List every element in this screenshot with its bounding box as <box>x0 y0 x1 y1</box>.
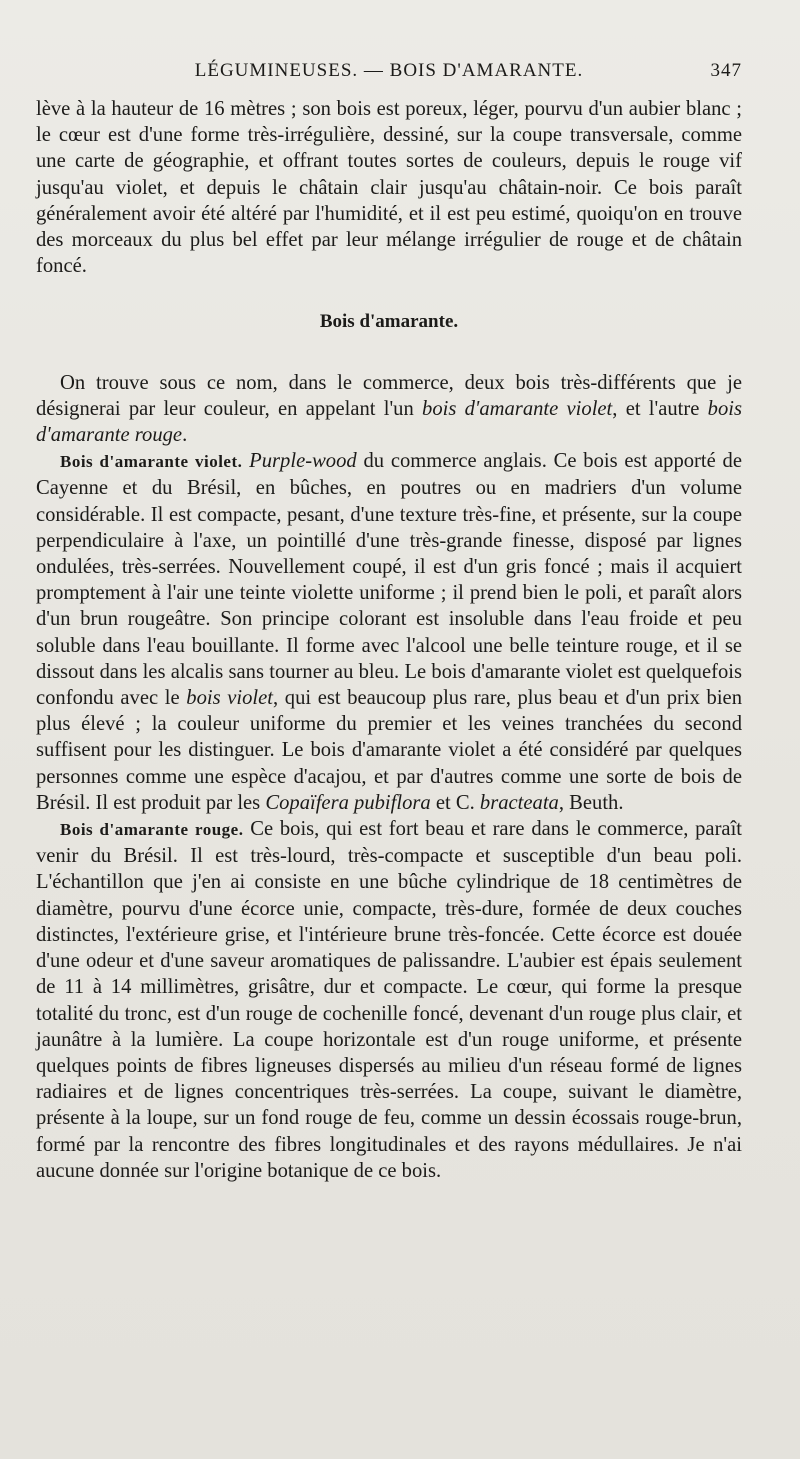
violet-italic-3: Copaïfera pubiflora <box>265 791 431 814</box>
page-number: 347 <box>710 60 742 81</box>
continued-paragraph: lève à la hauteur de 16 mètres ; son bois est poreux, léger, pourvu d'un aubier blanc ; le cœur est d'une forme très-irrégulière, dessiné, sur la coupe transversale, comme une carte de géographie, et offrant toutes sortes de couleurs, depuis le rouge vif jusqu'au violet, et depuis le châtain clair jusqu'au châtain-noir. Ce bois paraît généralement avoir été altéré par l'humidité, et il est peu estimé, quoiqu'on en trouve des morceaux du plus bel effet par leur mélange irrégulier de rouge et de châtain foncé. <box>36 98 742 278</box>
running-header <box>36 60 742 90</box>
section-title: Bois d'amarante. <box>319 311 459 333</box>
intro-text-3: . <box>182 424 188 447</box>
violet-paragraph <box>36 448 742 816</box>
header-title: LÉGUMINEUSES. — BOIS D'AMARANTE. <box>194 60 584 81</box>
violet-heading: Bois d'amarante violet. <box>60 452 243 472</box>
rouge-text: Ce bois, qui est fort beau et rare dans le commerce, paraît venir du Brésil. Il est très-lourd, très-compacte et susceptible d'un beau poli. L'échantillon que j'en ai consiste en une bûche cylindrique de 18 centimètres de diamètre, pourvu d'une écorce unie, compacte, très-dure, formée de deux couches distinctes, l'extérieure grise, et l'intérieure brune très-foncée. Cette écorce est douée d'une odeur et d'une saveur aromatiques de palissandre. L'aubier est épais seulement de 11 à 14 millimètres, grisâtre, dur et compacte. Le cœur, qui forme la presque totalité du tronc, est d'un rouge de cochenille foncé, devenant d'un rouge plus clair, et jaunâtre à la lumière. La coupe horizontale est d'un rouge uniforme, et présente quelques points de fibres ligneuses dispersés au milieu d'un réseau formé de lignes radiaires et de lignes concentriques très-serrées. La coupe, suivant le diamètre, présente à la loupe, sur un fond rouge de feu, comme un dessin écossais rouge-brun, formé par la rencontre des fibres longitudinales et des rayons médullaires. Je n'ai aucune donnée sur l'origine botanique de ce bois. <box>36 818 743 1182</box>
intro-italic-1: bois d'amarante violet <box>422 397 613 420</box>
intro-paragraph <box>36 370 742 449</box>
violet-text-4: , Beuth. <box>558 791 624 814</box>
violet-text-2: , qui est beaucoup plus rare, plus beau et d'un prix bien plus élevé ; la couleur uniforme du premier et les veines tranchées du second suffisent pour les distinguer. Le bois d'amarante violet a été considéré par quelques personnes comme une espèce d'acajou, et par d'autres comme une sorte de bois de Brésil. Il est produit par les <box>36 687 742 814</box>
intro-text-2: , et l'autre <box>612 397 708 420</box>
intro-text-1: On trouve sous ce nom, dans le commerce, deux bois très-différents que je désignerai par leur couleur, en appelant l'un <box>36 371 742 420</box>
violet-italic-2: bois violet <box>186 687 273 710</box>
body-text <box>36 96 742 1184</box>
violet-italic-4: bracteata <box>479 791 559 814</box>
rouge-heading: Bois d'amarante rouge. <box>60 820 244 840</box>
rouge-paragraph <box>36 816 742 1184</box>
intro-italic-2: bois d'amarante rouge <box>36 397 742 447</box>
violet-italic-1: Purple-wood <box>249 450 357 473</box>
violet-text-3: et C. <box>430 791 480 814</box>
violet-text-1: du commerce anglais. Ce bois est apporté de Cayenne et du Brésil, en bûches, en poutres ou en madriers d'un volume considérable. Il est compacte, pesant, d'une texture très-fine, et présente, sur la coupe perpendiculaire à l'axe, un pointillé d'une très-grande finesse, disposé par lignes ondulées, très-serrées. Nouvellement coupé, il est d'un gris foncé ; mais il acquiert promptement à l'air une teinte violette uniforme ; il prend bien le poli, et paraît alors d'un brun rougeâtre. Son principe colorant est insoluble dans l'eau froide et peu soluble dans l'eau bouillante. Il forme avec l'alcool une belle teinture rouge, et il se dissout dans les alcalis sans tourner au bleu. Le bois d'amarante violet est quelquefois confondu avec le <box>36 450 742 710</box>
